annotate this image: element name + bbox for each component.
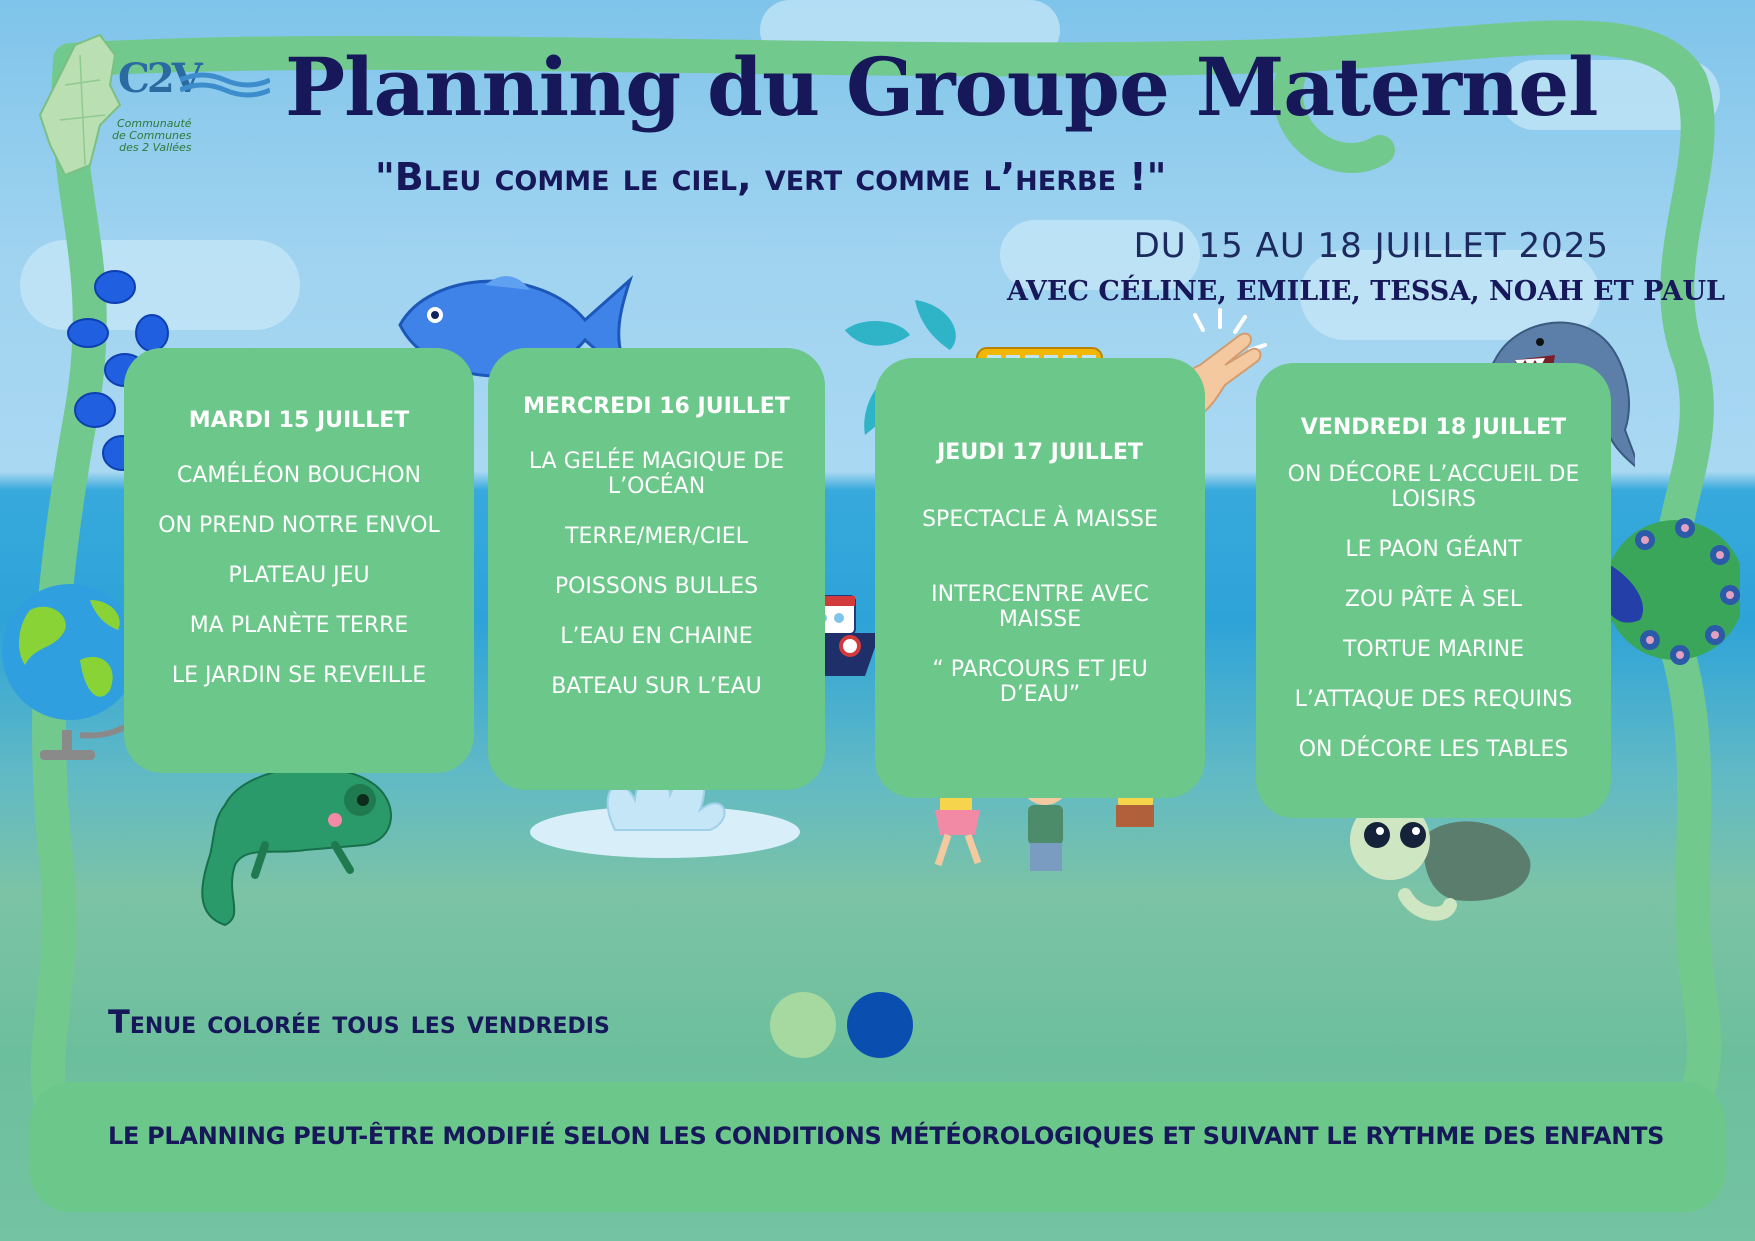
activity-item: CAMÉLÉON BOUCHON (176, 463, 422, 488)
activity-item: INTERCENTRE AVEC MAISSE (931, 582, 1149, 632)
footer-note: LE PLANNING PEUT-ÊTRE MODIFIÉ SELON LES CONDITIONS MÉTÉOROLOGIQUES ET SUIVANT LE RYTHME DES ENFANTS (108, 1122, 1665, 1150)
activity-item: MA PLANÈTE TERRE (189, 613, 409, 638)
day-label: MERCREDI 16 JUILLET (523, 394, 790, 419)
activity-item: “ PARCOURS ET JEU D’EAU” (932, 657, 1148, 707)
activity-list (488, 449, 825, 699)
page-title: Planning du Groupe Maternel (285, 40, 1598, 134)
activity-item: L’ATTAQUE DES REQUINS (1294, 687, 1573, 712)
activity-item: BATEAU SUR L’EAU (551, 674, 762, 699)
day-label: VENDREDI 18 JUILLET (1300, 415, 1567, 440)
activity-item: ON PREND NOTRE ENVOL (158, 513, 440, 538)
day-card-wednesday (488, 348, 825, 790)
page-subtitle: "Bleu comme le ciel, vert comme l’herbe !" (375, 155, 1167, 199)
logo-waves-icon (180, 70, 270, 100)
activity-list (875, 507, 1205, 707)
day-card-tuesday (124, 348, 474, 773)
logo-text: Communauté de Communes des 2 Vallées (112, 117, 192, 154)
dress-code-note: Tenue colorée tous les vendredis (108, 1003, 610, 1041)
activity-item: LE JARDIN SE REVEILLE (171, 663, 427, 688)
activity-item: TORTUE MARINE (1342, 637, 1525, 662)
day-card-thursday (875, 358, 1205, 798)
date-range: DU 15 AU 18 JUILLET 2025 (1133, 226, 1609, 266)
color-dot-light-green (770, 992, 836, 1058)
chameleon-icon (185, 745, 415, 935)
activity-list (124, 463, 474, 688)
activity-list (1256, 462, 1611, 762)
day-label: MARDI 15 JUILLET (188, 408, 410, 433)
activity-item: ON DÉCORE LES TABLES (1298, 737, 1569, 762)
activity-item: ON DÉCORE L’ACCUEIL DE LOISIRS (1287, 462, 1580, 512)
day-card-friday (1256, 363, 1611, 818)
staff-list: AVEC CÉLINE, EMILIE, TESSA, NOAH ET PAUL (1006, 276, 1725, 307)
activity-item: POISSONS BULLES (554, 574, 759, 599)
activity-item: ZOU PÂTE À SEL (1344, 587, 1523, 612)
logo-mark: C2V (118, 55, 200, 102)
c2v-logo (30, 25, 270, 175)
activity-item: SPECTACLE À MAISSE (922, 507, 1158, 532)
color-dot-blue (847, 992, 913, 1058)
activity-item: L’EAU EN CHAINE (560, 624, 753, 649)
activity-item: LA GELÉE MAGIQUE DE L’OCÉAN (528, 449, 785, 499)
day-label: JEUDI 17 JUILLET (937, 440, 1143, 465)
activity-item: TERRE/MER/CIEL (565, 524, 748, 549)
activity-item: LE PAON GÉANT (1345, 537, 1522, 562)
activity-item: PLATEAU JEU (228, 563, 370, 588)
